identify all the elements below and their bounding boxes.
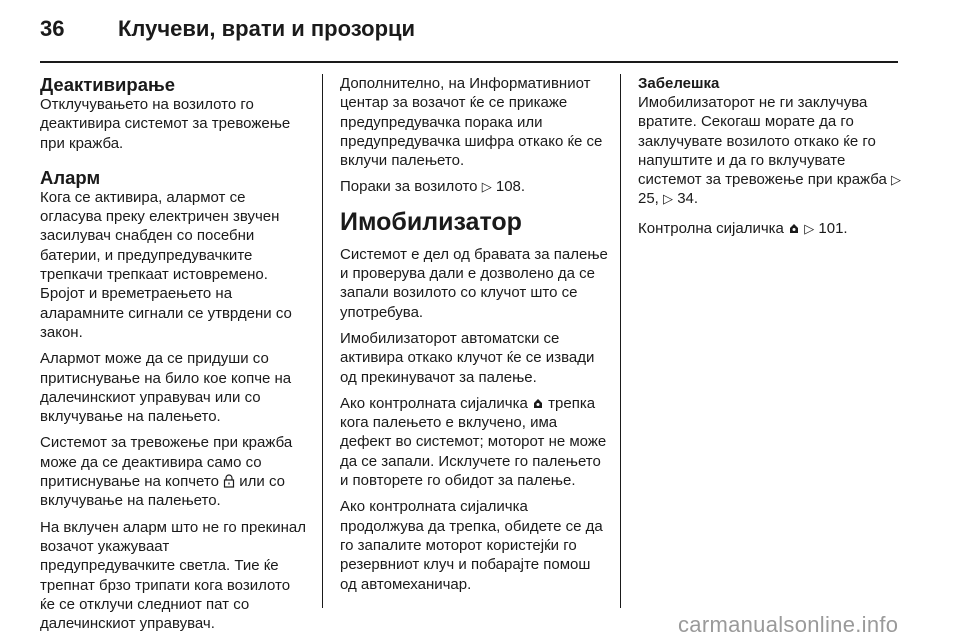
paragraph: Ако контролната сијаличка продолжува да трепка, обидете се да го запалите моторот користејќи го резервниот клуч и побарајте помош од автомеханичар. [340, 498, 603, 593]
page-reference[interactable]: 108. [495, 178, 526, 196]
column-1 [40, 74, 306, 640]
paragraph: Системот е дел од бравата за палење и проверува дали е дозволено да се запали возилото со клучот што се употребува. [340, 245, 608, 321]
ref-arrow-icon: ▷ [891, 172, 901, 188]
paragraph-text: Имобилизаторот не ги заклучува вратите. Секогаш морате да го заклучувате возилото откако ќе го напуштите и да го вклучувате системот за тревожење при кражба [638, 94, 887, 189]
section-title-deactivation: Деактивирање [40, 74, 176, 95]
column-divider-2 [620, 74, 621, 608]
paragraph: Алармот може да се придуши со притиснување на било кое копче на далечинскиот управувач или со вклучување на палењето. [40, 350, 292, 426]
paragraph [340, 394, 608, 490]
paragraph: Имобилизаторот автоматски се активира откако клучот ќе се извади од прекинувачот за палење. [340, 329, 595, 386]
note-title: Забелешка [638, 75, 720, 92]
immobilizer-lamp-icon [532, 397, 544, 409]
page-header [40, 16, 415, 50]
paragraph-text: Системот за тревожење при кражба може да се деактивира само со притиснување на копчето [40, 434, 293, 491]
column-2 [340, 74, 608, 601]
reference-text: Пораки за возилото [340, 178, 478, 196]
paragraph: Отклучувањето на возилото го деактивира системот за тревожење при кражба. [40, 96, 291, 152]
section-title-alarm: Аларм [40, 166, 101, 188]
page-reference[interactable]: 101. [818, 219, 848, 237]
ref-arrow-icon: ▷ [804, 220, 815, 236]
paragraph: Кога се активира, алармот се огласува преку електричен звучен засилувач снабден со посебни батерии, и предупредувачките трепкачи трепкаат истовремено. Бројот и времетраењето на аларамните сигнали се утврдени со закон. [40, 188, 292, 341]
page-reference[interactable]: 25, [638, 190, 659, 208]
immobilizer-lamp-icon [788, 222, 800, 234]
page-number: 36 [40, 16, 65, 41]
paragraph [638, 219, 906, 238]
lock-button-icon [223, 474, 235, 488]
column-3 [638, 74, 906, 245]
paragraph: На вклучен аларм што не го прекинал возачот укажуваат предупредувачките светла. Тие ќе трепнат брзо трипати кога возилото ќе се отклучи следниот пат со далечинскиот управувач. [40, 518, 306, 633]
page-title: Клучеви, врати и прозорци [118, 16, 416, 41]
watermark: carmanualsonline.info [678, 612, 899, 637]
header-rule [40, 61, 898, 63]
paragraph: Дополнително, на Информативниот центар за возачот ќе се прикаже предупредувачка порака или предупредувачка шифра откако ќе се вклучи палењето. [340, 75, 603, 170]
section-title-immobilizer: Имобилизатор [340, 207, 522, 236]
page-reference[interactable]: 34. [677, 190, 699, 208]
paragraph-text: или со вклучување на палењето. [40, 473, 285, 510]
paragraph-text: Ако контролната сијаличка [340, 394, 528, 412]
note-paragraph [638, 93, 906, 209]
column-divider-1 [322, 74, 323, 608]
ref-arrow-icon: ▷ [481, 179, 492, 195]
paragraph [340, 177, 608, 196]
reference-text: Контролна сијаличка [638, 219, 784, 237]
paragraph [40, 433, 306, 510]
paragraph-text: трепка кога палењето е вклучено, има дефект во системот; моторот не може да се запали. Исклучете го палењето и повторете го обидот за палење. [340, 394, 607, 490]
ref-arrow-icon: ▷ [663, 191, 674, 207]
